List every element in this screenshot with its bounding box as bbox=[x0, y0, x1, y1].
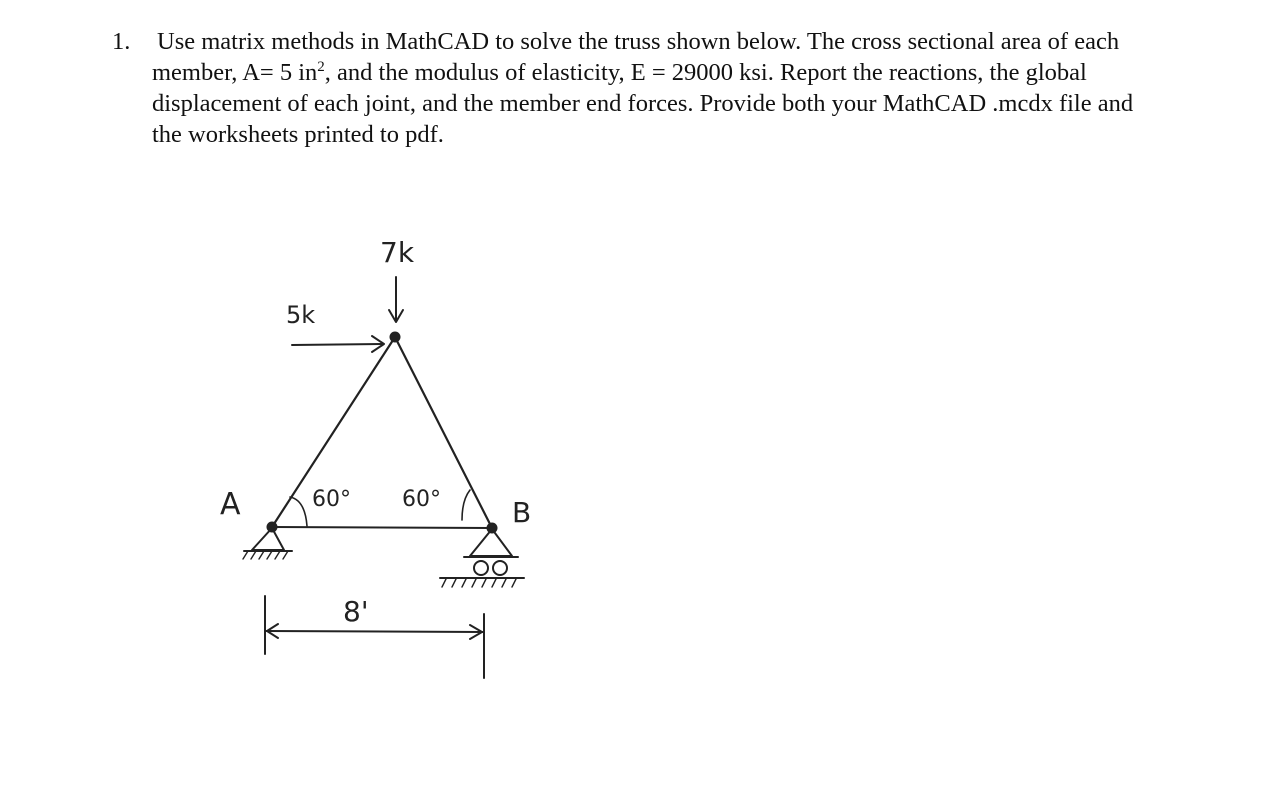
roller-support-b bbox=[440, 529, 524, 587]
problem-line-2-post: , and the modulus of elasticity, E = 29000 ksi. Report the reactions, the global bbox=[324, 59, 1087, 86]
angle-arc-right bbox=[462, 490, 470, 520]
joint-top bbox=[390, 332, 401, 343]
area-unit-exponent: 2 bbox=[317, 59, 325, 75]
vertical-load-label: 7k bbox=[380, 236, 415, 269]
problem-line-1: Use matrix methods in MathCAD to solve the truss shown below. The cross sectional area of each bbox=[157, 28, 1120, 55]
right-angle-label: 60° bbox=[402, 487, 441, 512]
member-bottom-chord bbox=[272, 527, 492, 528]
problem-number: 1. bbox=[112, 28, 131, 55]
angle-arc-left bbox=[290, 497, 307, 526]
vertical-load-arrow bbox=[389, 277, 403, 322]
left-angle-label: 60° bbox=[312, 487, 351, 512]
problem-line-2-pre: member, A= 5 in bbox=[152, 59, 318, 86]
problem-line-3: displacement of each joint, and the member end forces. Provide both your MathCAD .mcdx file and bbox=[152, 90, 1134, 117]
joint-b bbox=[487, 523, 498, 534]
problem-line-4: the worksheets printed to pdf. bbox=[152, 121, 444, 148]
pin-support-a bbox=[243, 528, 292, 559]
span-dimension-label: 8' bbox=[343, 595, 369, 628]
joint-a bbox=[267, 522, 278, 533]
joint-b-label: B bbox=[512, 496, 532, 529]
joint-a-label: A bbox=[220, 487, 241, 522]
horizontal-load-arrow bbox=[292, 336, 384, 352]
span-dimension-line bbox=[265, 596, 484, 678]
horizontal-load-label: 5k bbox=[286, 301, 316, 329]
